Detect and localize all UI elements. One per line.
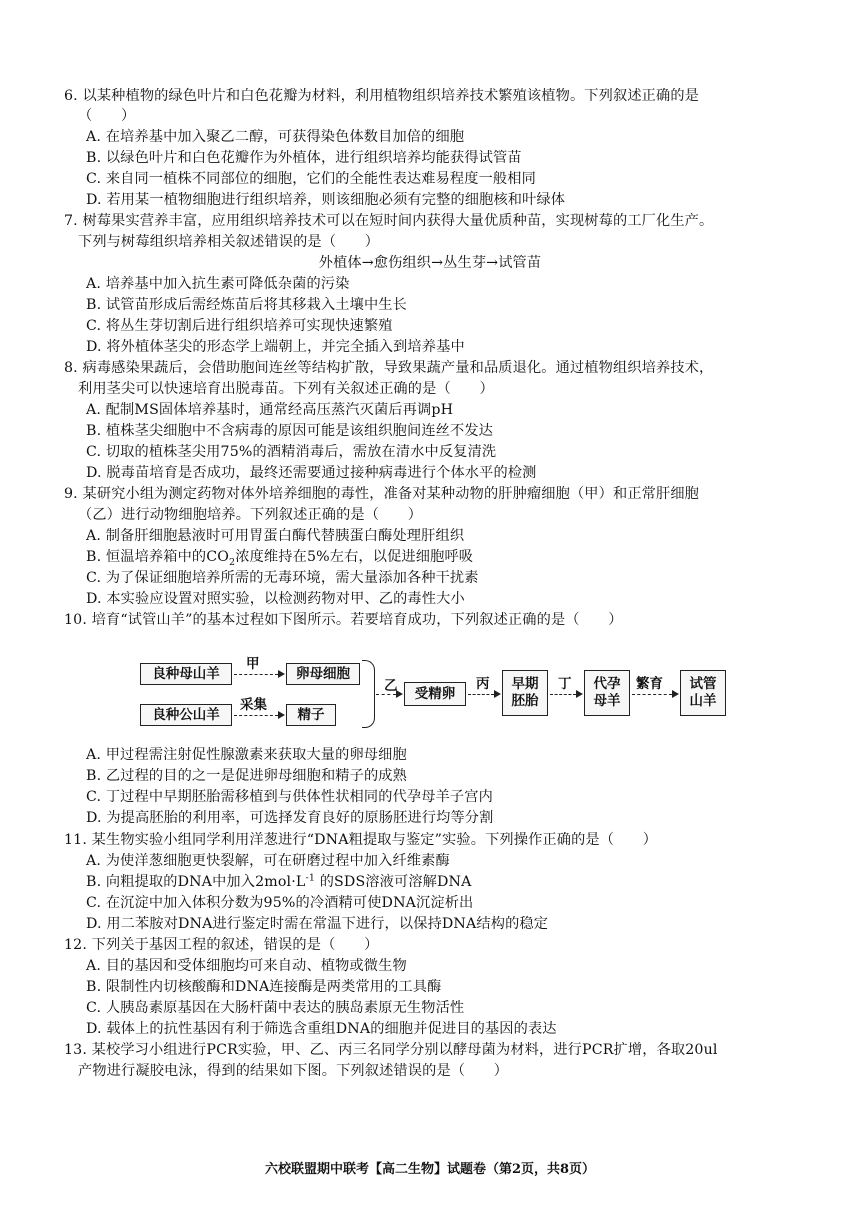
q7-flow: 外植体→愈伤组织→丛生芽→试管苗 [318,255,542,271]
arrow-ding-head [576,690,583,698]
early-embryo-box: 早期 胚胎 [502,670,548,716]
q9-option-b [86,547,473,567]
q7-stem-cont: 下列与树莓组织培养相关叙述错误的是（ ） [78,234,380,250]
q10-stem: 10. 培育“试管山羊”的基本过程如下图所示。若要培育成功，下列叙述正确的是（ ） [64,612,623,628]
step-yi-label: 乙 [384,678,398,694]
arrow-jia [234,674,278,675]
merge-brace [362,660,375,728]
q12-option-a: A. 目的基因和受体细胞均可来自动、植物或微生物 [86,958,407,974]
arrow-collect-head [278,711,285,719]
q9-option-b-post: 浓度维持在5%左右，以促进细胞呼吸 [235,549,474,565]
q9-option-d: D. 本实验应设置对照实验，以检测药物对甲、乙的毒性大小 [86,591,465,607]
q8-option-c: C. 切取的植株茎尖用75%的酒精消毒后，需放在清水中反复清洗 [86,444,497,460]
arrow-collect [234,715,278,716]
female-goat-box: 良种母山羊 [140,663,232,685]
q6-option-a: A. 在培养基中加入聚乙二醇，可获得染色体数目加倍的细胞 [86,129,465,145]
q11-option-b-pre: B. 向粗提取的DNA中加入2mol·L [86,874,306,890]
q9-option-c: C. 为了保证细胞培养所需的无毒环境，需大量添加各种干扰素 [86,570,479,586]
arrow-ding [550,694,576,695]
step-breed-label: 繁育 [636,676,663,692]
q7-option-d: D. 将外植体茎尖的形态学上端朝上，并完全插入到培养基中 [86,339,465,355]
q6-option-c: C. 来自同一植株不同部位的细胞，它们的全能性表达难易程度一般相同 [86,171,536,187]
oocyte-box: 卵母细胞 [286,663,360,685]
q9-option-b-sub: 2 [229,556,236,568]
step-jia-label: 甲 [246,656,260,672]
q13-stem: 13. 某校学习小组进行PCR实验，甲、乙、丙三名同学分别以酵母菌为材料，进行PCR扩增，各取20ul [64,1042,718,1058]
q9-option-a: A. 制备肝细胞悬液时可用胃蛋白酶代替胰蛋白酶处理肝组织 [86,528,465,544]
q9-stem-cont: （乙）进行动物细胞培养。下列叙述正确的是（ ） [78,507,423,523]
q10-option-d: D. 为提高胚胎的利用率，可选择发育良好的原肠胚进行均等分割 [86,810,494,826]
q12-stem: 12. 下列关于基因工程的叙述，错误的是（ ） [64,937,379,953]
q6-option-d: D. 若用某一植物细胞进行组织培养，则该细胞必须有完整的细胞核和叶绿体 [86,192,566,208]
fertilized-egg-box: 受精卵 [404,682,466,706]
q10-process-diagram [130,656,735,732]
q11-option-b-sup: -1 [305,872,316,884]
q12-option-c: C. 人胰岛素原基因在大肠杆菌中表达的胰岛素原无生物活性 [86,1000,465,1016]
q11-option-b [86,872,471,892]
q7-option-a: A. 培养基中加入抗生素可降低杂菌的污染 [86,276,350,292]
arrow-breed [632,694,672,695]
q9-option-b-pre: B. 恒温培养箱中的CO [86,549,230,565]
q8-option-a: A. 配制MS固体培养基时，通常经高压蒸汽灭菌后再调pH [86,402,454,418]
arrow-bing [468,694,494,695]
q8-stem: 8. 病毒感染果蔬后，会借助胞间连丝等结构扩散，导致果蔬产量和品质退化。通过植物组织培养技术， [64,360,714,376]
step-bing-label: 丙 [476,676,490,692]
arrow-yi [376,694,396,695]
q12-option-b: B. 限制性内切核酸酶和DNA连接酶是两类常用的工具酶 [86,979,442,995]
q13-stem-cont: 产物进行凝胶电泳，得到的结果如下图。下列叙述错误的是（ ） [78,1063,509,1079]
q7-option-b: B. 试管苗形成后需经炼苗后将其移栽入土壤中生长 [86,297,407,313]
step-ding-label: 丁 [558,676,572,692]
q9-stem: 9. 某研究小组为测定药物对体外培养细胞的毒性，准备对某种动物的肝肿瘤细胞（甲）和正常肝细胞 [64,486,700,502]
q11-option-a: A. 为使洋葱细胞更快裂解，可在研磨过程中加入纤维素酶 [86,853,450,869]
q10-option-b: B. 乙过程的目的之一是促进卵母细胞和精子的成熟 [86,768,407,784]
arrow-breed-head [672,690,679,698]
q12-option-d: D. 载体上的抗性基因有利于筛选含重组DNA的细胞并促进目的基因的表达 [86,1021,557,1037]
male-goat-box: 良种公山羊 [140,704,232,726]
arrow-jia-head [278,670,285,678]
q10-option-c: C. 丁过程中早期胚胎需移植到与供体性状相同的代孕母羊子宫内 [86,789,493,805]
q11-option-d: D. 用二苯胺对DNA进行鉴定时需在常温下进行，以保持DNA结构的稳定 [86,916,549,932]
q7-stem: 7. 树莓果实营养丰富，应用组织培养技术可以在短时间内获得大量优质种苗，实现树莓的工厂化生产。 [64,213,714,229]
q7-option-c: C. 将丛生芽切割后进行组织培养可实现快速繁殖 [86,318,393,334]
arrow-yi-head [396,690,403,698]
q8-option-d: D. 脱毒苗培育是否成功，最终还需要通过接种病毒进行个体水平的检测 [86,465,537,481]
q6-stem: 6. 以某种植物的绿色叶片和白色花瓣为材料，利用植物组织培养技术繁殖该植物。下列叙述正确的是 [64,88,700,104]
q10-option-a: A. 甲过程需注射促性腺激素来获取大量的卵母细胞 [86,747,407,763]
page-footer: 六校联盟期中联考【高二生物】试题卷（第2页，共8页） [264,1162,596,1177]
q11-option-b-post: 的SDS溶液可溶解DNA [315,874,472,890]
q6-option-b: B. 以绿色叶片和白色花瓣作为外植体，进行组织培养均能获得试管苗 [86,150,522,166]
q6-stem-cont: （ ） [78,108,136,124]
sperm-box: 精子 [286,704,336,726]
q11-stem: 11. 某生物实验小组同学利用洋葱进行“DNA粗提取与鉴定”实验。下列操作正确的是（ ） [64,832,658,848]
q11-option-c: C. 在沉淀中加入体积分数为95%的冷酒精可使DNA沉淀析出 [86,895,474,911]
surrogate-box: 代孕 母羊 [584,670,630,716]
step-collect-label: 采集 [240,697,267,713]
q8-option-b: B. 植株茎尖细胞中不含病毒的原因可能是该组织胞间连丝不发达 [86,423,494,439]
test-tube-goat-box: 试管 山羊 [680,670,726,716]
q8-stem-cont: 利用茎尖可以快速培育出脱毒苗。下列有关叙述正确的是（ ） [78,381,494,397]
arrow-bing-head [494,690,501,698]
